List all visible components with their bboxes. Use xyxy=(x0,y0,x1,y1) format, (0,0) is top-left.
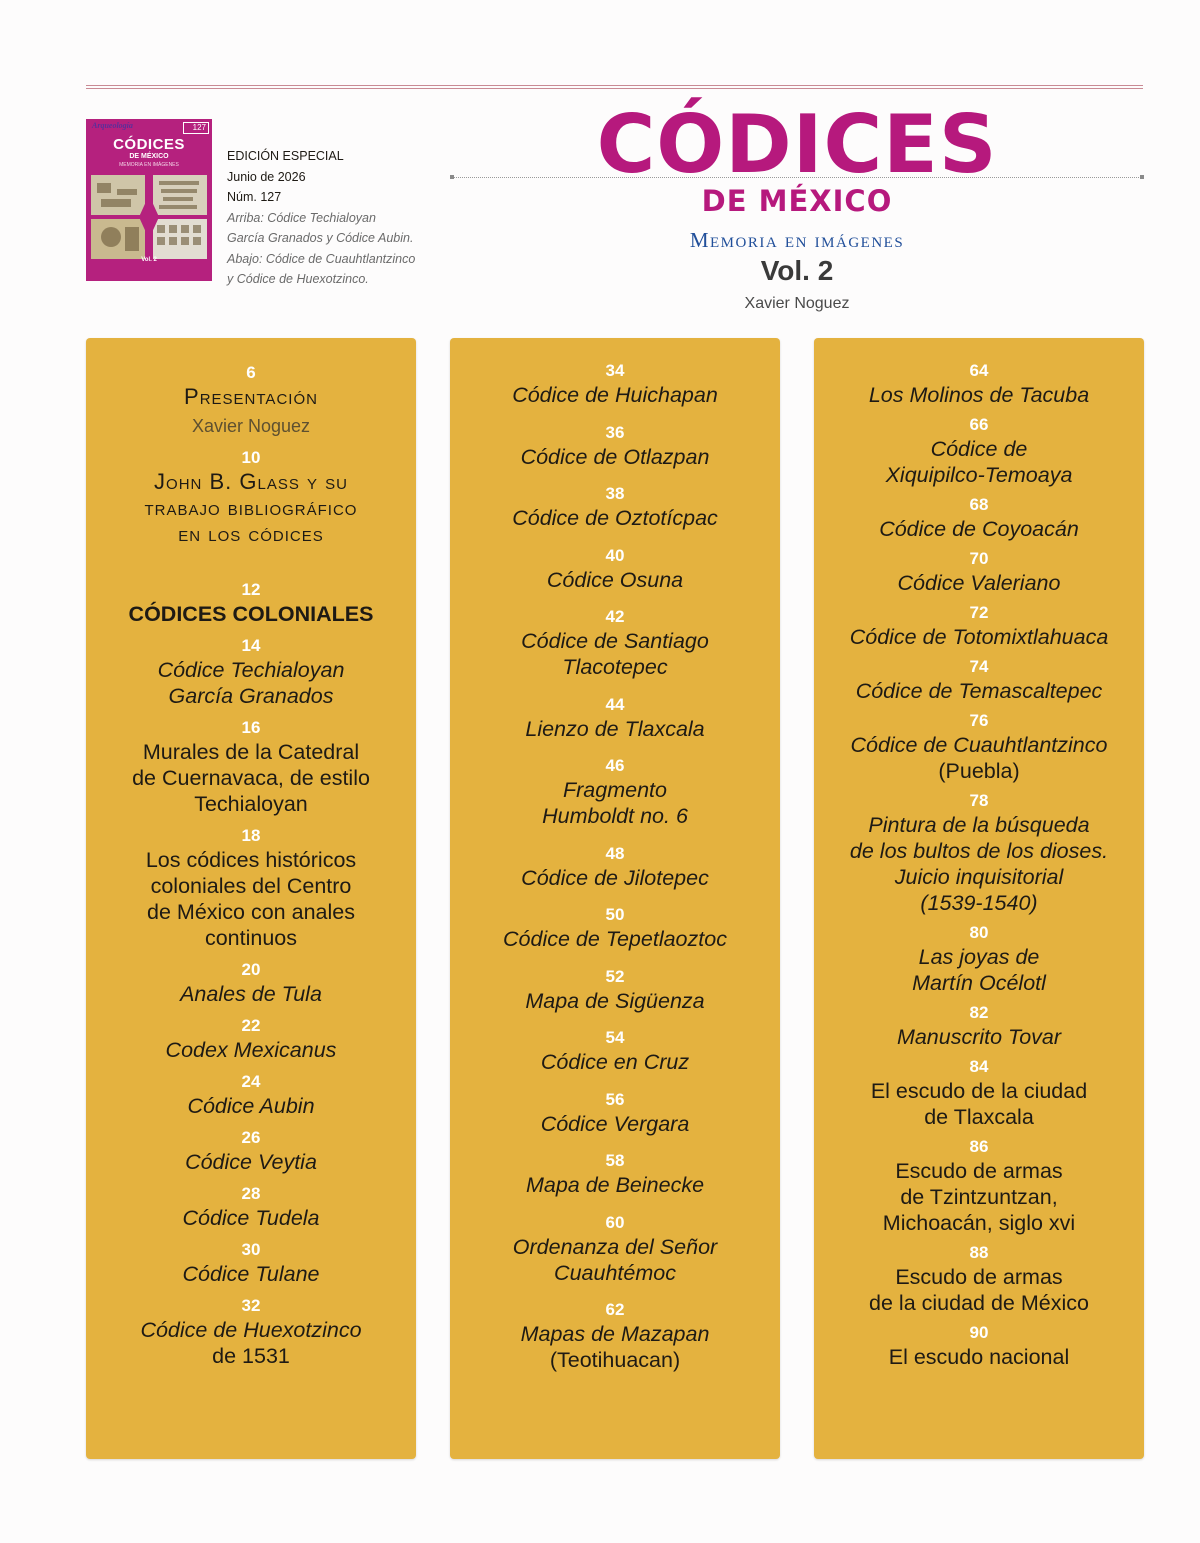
cover-caption-line: y Códice de Huexotzinco. xyxy=(227,272,369,286)
toc-entry-title: Presentación xyxy=(184,384,318,409)
toc-entry-title: Ordenanza del Señor Cuauhtémoc xyxy=(512,1234,718,1285)
toc-entry-title: El escudo nacional xyxy=(888,1345,1070,1369)
toc-page-number: 80 xyxy=(969,923,989,942)
toc-entry[interactable] xyxy=(462,843,768,891)
toc-column-3 xyxy=(814,338,1144,1459)
toc-entry-title: Murales de la Catedral de Cuernavaca, de estilo Techialoyan xyxy=(132,740,370,816)
toc-entry-title: Manuscrito Tovar xyxy=(896,1025,1062,1049)
toc-entry-title: Códice en Cruz xyxy=(540,1050,690,1074)
toc-entry[interactable] xyxy=(462,755,768,829)
toc-entry[interactable] xyxy=(98,1127,404,1175)
toc-page-number: 88 xyxy=(969,1243,989,1262)
toc-entry[interactable] xyxy=(462,545,768,593)
toc-entry-title: Mapa de Beinecke xyxy=(525,1173,705,1197)
toc-page-number: 28 xyxy=(241,1184,261,1203)
cover-magazine-name: Arqueología xyxy=(92,121,133,130)
toc-column-2 xyxy=(450,338,780,1459)
toc-page-number: 84 xyxy=(969,1057,989,1076)
toc-entry-title: Las joyas de Martín Océlotl xyxy=(912,945,1046,995)
cover-thumbnail xyxy=(86,119,212,281)
toc-page-number: 52 xyxy=(605,966,625,986)
toc-entry[interactable] xyxy=(826,656,1132,704)
toc-entry[interactable] xyxy=(98,717,404,817)
toc-page-number: 74 xyxy=(969,657,989,676)
toc-entry-title: Códice de Oztotícpac xyxy=(512,506,718,530)
cover-title: CÓDICES xyxy=(113,136,185,153)
toc-page-number: 86 xyxy=(969,1137,989,1156)
toc-entry[interactable] xyxy=(462,483,768,531)
toc-page-number: 20 xyxy=(241,960,261,979)
toc-entry-title: Códice Tudela xyxy=(182,1206,320,1230)
toc-entry-title: Códice Valeriano xyxy=(897,571,1061,595)
toc-entry[interactable] xyxy=(98,1239,404,1287)
toc-page-number: 50 xyxy=(605,905,625,924)
toc-page-number: 46 xyxy=(605,756,625,775)
page-title: CÓDICES xyxy=(596,98,998,191)
toc-page-number: 48 xyxy=(605,843,625,863)
toc-entry[interactable] xyxy=(462,1212,768,1286)
volume-label: Vol. 2 xyxy=(760,255,834,286)
toc-page-number: 90 xyxy=(969,1323,989,1342)
toc-entry-title: Códice de Jilotepec xyxy=(521,865,709,890)
toc-entry-title: CÓDICES COLONIALES xyxy=(128,602,374,626)
toc-entry[interactable] xyxy=(98,825,404,951)
toc-entry-title: Los Molinos de Tacuba xyxy=(868,383,1090,407)
toc-entry-title: Lienzo de Tlaxcala xyxy=(525,716,705,741)
toc-entry-title: Códice Tulane xyxy=(182,1262,320,1286)
toc-entry[interactable] xyxy=(826,1056,1132,1130)
cover-caption-line: Abajo: Códice de Cuauhtlantzinco xyxy=(227,251,416,266)
cover-issue-number: 127 xyxy=(183,122,209,134)
cover-artwork xyxy=(91,175,207,259)
toc-entry[interactable] xyxy=(826,548,1132,596)
toc-entry-title: Códice de Tepetlaoztoc xyxy=(503,927,727,951)
toc-page-number: 44 xyxy=(605,694,625,714)
toc-page-number: 78 xyxy=(969,791,989,810)
toc-page-number: 18 xyxy=(241,826,261,845)
cover-info xyxy=(227,146,427,290)
toc-page-number: 72 xyxy=(969,603,989,622)
toc-entry-title: Mapas de Mazapan xyxy=(520,1322,710,1346)
toc-entry-author: Xavier Noguez xyxy=(191,416,311,436)
toc-page-number: 30 xyxy=(241,1240,261,1259)
toc-entry-title-extra: (Puebla) xyxy=(938,759,1020,783)
toc-entry-title: Códice Techialoyan García Granados xyxy=(157,658,345,708)
toc-entry[interactable] xyxy=(826,1242,1132,1316)
toc-entry[interactable] xyxy=(98,579,404,627)
toc-entry[interactable] xyxy=(98,447,404,547)
toc-entry[interactable] xyxy=(98,362,404,439)
page-subtitle: DE MÉXICO xyxy=(701,184,893,218)
toc-entry[interactable] xyxy=(826,1322,1132,1370)
toc-entry[interactable] xyxy=(98,1015,404,1063)
toc-entry[interactable] xyxy=(826,360,1132,408)
toc-entry[interactable] xyxy=(462,1089,768,1137)
toc-entry[interactable] xyxy=(826,602,1132,650)
toc-page-number: 38 xyxy=(605,484,625,503)
toc-entry[interactable] xyxy=(462,966,768,1014)
toc-entry[interactable] xyxy=(826,922,1132,996)
toc-page-number: 36 xyxy=(605,422,625,442)
toc-page-number: 6 xyxy=(246,363,256,382)
toc-entry-title: Pintura de la búsqueda de los bultos de los dioses. Juicio inquisitorial (1539-1540) xyxy=(849,813,1109,915)
toc-entry-title: Escudo de armas de la ciudad de México xyxy=(869,1265,1089,1315)
toc-page-number: 62 xyxy=(605,1300,625,1319)
toc-entry-title-extra: (Teotihuacan) xyxy=(549,1348,681,1372)
toc-page-number: 34 xyxy=(605,361,625,380)
toc-entry[interactable] xyxy=(826,710,1132,784)
cover-volume: Vol. 2 xyxy=(141,257,157,263)
toc-entry[interactable] xyxy=(98,635,404,709)
toc-entry-title: Códice de Huexotzinco de 1531 xyxy=(140,1318,362,1368)
toc-entry[interactable] xyxy=(462,1299,768,1373)
issue-date: Junio de 2026 xyxy=(227,169,306,184)
toc-page-number: 56 xyxy=(605,1089,625,1109)
toc-entry[interactable] xyxy=(98,1295,404,1369)
toc-page-number: 70 xyxy=(969,549,989,568)
cover-subtitle: DE MÉXICO xyxy=(129,153,169,160)
toc-entry-title: Códice Vergara xyxy=(540,1111,690,1136)
toc-page-number: 58 xyxy=(605,1151,625,1170)
issue-number: Núm. 127 xyxy=(227,190,282,204)
cover-caption-line: García Granados y Códice Aubin. xyxy=(227,231,414,245)
toc-entry[interactable] xyxy=(462,1150,768,1198)
toc-page-number: 76 xyxy=(969,711,989,730)
toc-page-number: 26 xyxy=(241,1128,261,1147)
toc-page-number: 64 xyxy=(969,361,989,380)
toc-entry[interactable] xyxy=(462,1027,768,1075)
toc-entry[interactable] xyxy=(98,959,404,1007)
toc-entry-title: John B. Glass y su trabajo bibliográfico en los códices xyxy=(144,469,358,546)
toc-page-number: 54 xyxy=(605,1028,625,1047)
toc-entry[interactable] xyxy=(826,1002,1132,1050)
toc-entry-title: El escudo de la ciudad de Tlaxcala xyxy=(870,1079,1088,1129)
toc-entry[interactable] xyxy=(826,494,1132,542)
toc-entry-title: Códice de Coyoacán xyxy=(879,517,1079,541)
toc-entry-title: Códice de Temascaltepec xyxy=(855,679,1103,703)
series-title: Memoria en imágenes xyxy=(689,228,905,252)
toc-entry-title: Códice de Santiago Tlacotepec xyxy=(521,629,709,679)
toc-page-number: 82 xyxy=(969,1003,989,1022)
cover-caption-line: Arriba: Códice Techialoyan xyxy=(227,210,376,225)
cover-series: MEMORIA EN IMÁGENES xyxy=(119,162,179,168)
top-rule xyxy=(86,85,1143,89)
toc-entry[interactable] xyxy=(462,694,768,742)
toc-entry-title: Códice Veytia xyxy=(185,1150,317,1174)
toc-page-number: 24 xyxy=(241,1072,261,1091)
toc-entry-title: Códice de Cuauhtlantzinco xyxy=(850,733,1108,757)
toc-column-1 xyxy=(86,338,416,1459)
toc-page-number: 42 xyxy=(605,607,625,626)
toc-page-number: 32 xyxy=(241,1296,261,1315)
toc-entry[interactable] xyxy=(462,606,768,680)
toc-entry-title: Códice de Totomixtlahuaca xyxy=(849,625,1109,649)
toc-page-number: 12 xyxy=(241,580,261,599)
toc-page-number: 14 xyxy=(241,636,261,655)
toc-entry-title: Anales de Tula xyxy=(180,982,322,1006)
toc-page-number: 60 xyxy=(605,1212,625,1232)
toc-entry[interactable] xyxy=(462,360,768,408)
toc-entry-title: Códice de Otlazpan xyxy=(520,444,710,469)
toc-entry-title: Fragmento Humboldt no. 6 xyxy=(542,778,688,828)
toc-entry-title: Los códices históricos coloniales del Centro de México con anales continuos xyxy=(145,848,357,950)
toc-entry[interactable] xyxy=(98,1183,404,1231)
toc-entry-title: Códice de Huichapan xyxy=(512,383,718,407)
toc-entry[interactable] xyxy=(826,414,1132,488)
toc-entry[interactable] xyxy=(98,1071,404,1119)
toc-entry-title: Codex Mexicanus xyxy=(165,1038,337,1062)
toc-entry-title: Escudo de armas de Tzintzuntzan, Michoacán, siglo xvi xyxy=(882,1159,1076,1235)
toc-page-number: 40 xyxy=(605,545,625,565)
toc-entry[interactable] xyxy=(826,1136,1132,1236)
toc-entry[interactable] xyxy=(462,904,768,952)
toc-entry-title: Códice Aubin xyxy=(187,1094,315,1118)
author-name: Xavier Noguez xyxy=(744,295,850,312)
toc-page-number: 68 xyxy=(969,495,989,514)
toc-entry[interactable] xyxy=(462,422,768,470)
toc-entry-title: Mapa de Sigüenza xyxy=(525,988,705,1013)
edition-label: EDICIÓN ESPECIAL xyxy=(227,149,344,163)
toc-entry-title: Códice de Xiquipilco-Temoaya xyxy=(885,437,1073,487)
toc-entry-title: Códice Osuna xyxy=(546,567,684,592)
toc-page-number: 10 xyxy=(241,448,261,467)
toc-entry[interactable] xyxy=(826,790,1132,916)
toc-page-number: 22 xyxy=(241,1016,261,1035)
toc-page-number: 66 xyxy=(969,415,989,434)
toc-page-number: 16 xyxy=(241,718,261,737)
